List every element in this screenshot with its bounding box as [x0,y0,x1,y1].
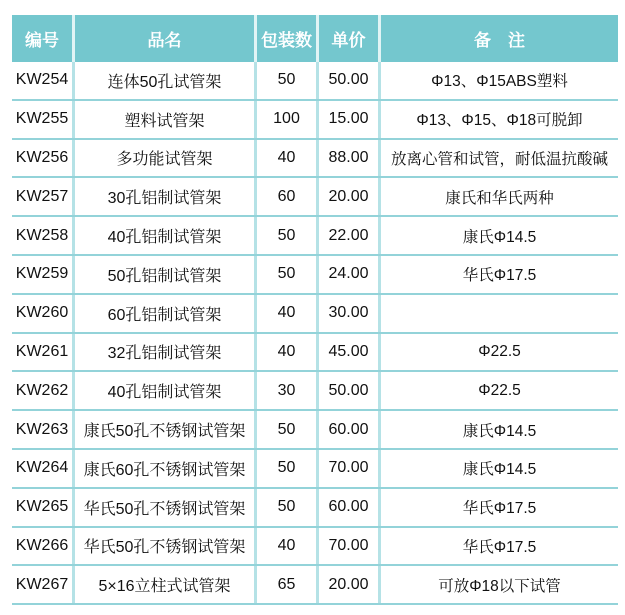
cell-qty: 50 [257,62,319,99]
cell-code: KW257 [12,178,75,215]
header-cell-note: 备 注 [381,15,618,62]
cell-note: Φ22.5 [478,342,521,360]
cell-code: KW258 [12,217,75,254]
table-row [12,528,618,567]
cell-name: 60孔铝制试管架 [75,295,257,332]
cell-qty: 50 [257,217,319,254]
cell-code: KW264 [12,450,75,487]
table-body [12,62,618,605]
cell-code: KW256 [12,140,75,177]
table-row [12,101,618,140]
header-cell-code: 编号 [12,15,75,62]
table-row [12,295,618,334]
table-row [12,217,618,256]
table-header-row [12,15,618,62]
cell-name: 40孔铝制试管架 [75,217,257,254]
cell-code: KW255 [12,101,75,138]
cell-code: KW259 [12,256,75,293]
cell-code: KW263 [12,411,75,448]
table-row [12,411,618,450]
table-row [12,62,618,101]
cell-qty: 40 [257,334,319,371]
cell-qty: 65 [257,566,319,603]
cell-name: 5×16立柱式试管架 [75,566,257,603]
cell-price: 70.00 [319,528,381,565]
table-row [12,489,618,528]
cell-code: KW267 [12,566,75,603]
table-row [12,372,618,411]
cell-name: 50孔铝制试管架 [75,256,257,293]
cell-qty: 50 [257,489,319,526]
cell-code: KW260 [12,295,75,332]
table-row [12,256,618,295]
cell-name: 30孔铝制试管架 [75,178,257,215]
cell-note: 康氏和华氏两种 [445,189,554,207]
cell-note: 华氏Φ17.5 [462,267,537,285]
cell-note: Φ13、Φ15ABS塑料 [431,73,568,91]
cell-price: 60.00 [319,489,381,526]
cell-price: 15.00 [319,101,381,138]
cell-code: KW254 [12,62,75,99]
cell-note: 康氏Φ14.5 [462,461,537,479]
cell-qty: 40 [257,295,319,332]
product-price-table [12,15,618,605]
cell-note: Φ13、Φ15、Φ18可脱卸 [416,112,583,130]
cell-qty: 50 [257,256,319,293]
cell-price: 30.00 [319,295,381,332]
cell-price: 20.00 [319,566,381,603]
cell-name: 多功能试管架 [75,140,257,177]
cell-note: 华氏Φ17.5 [462,500,537,518]
cell-note: 康氏Φ14.5 [462,422,537,440]
cell-name: 32孔铝制试管架 [75,334,257,371]
header-cell-price: 单价 [319,15,381,62]
cell-name: 40孔铝制试管架 [75,372,257,409]
cell-qty: 40 [257,528,319,565]
table-row [12,450,618,489]
cell-price: 22.00 [319,217,381,254]
table-row [12,178,618,217]
cell-note: 康氏Φ14.5 [462,228,537,246]
cell-code: KW266 [12,528,75,565]
cell-name: 华氏50孔不锈钢试管架 [75,528,257,565]
cell-price: 70.00 [319,450,381,487]
cell-qty: 50 [257,450,319,487]
cell-qty: 100 [257,101,319,138]
cell-note [381,295,618,332]
cell-name: 塑料试管架 [75,101,257,138]
cell-price: 88.00 [319,140,381,177]
cell-code: KW261 [12,334,75,371]
cell-qty: 60 [257,178,319,215]
cell-note: 可放Φ18以下试管 [438,577,561,595]
cell-name: 康氏50孔不锈钢试管架 [75,411,257,448]
cell-price: 50.00 [319,372,381,409]
cell-name: 连体50孔试管架 [75,62,257,99]
table-row [12,140,618,179]
cell-name: 康氏60孔不锈钢试管架 [75,450,257,487]
cell-qty: 50 [257,411,319,448]
cell-code: KW265 [12,489,75,526]
cell-price: 60.00 [319,411,381,448]
cell-note: Φ22.5 [478,381,521,399]
cell-code: KW262 [12,372,75,409]
cell-qty: 40 [257,140,319,177]
cell-price: 45.00 [319,334,381,371]
cell-qty: 30 [257,372,319,409]
table-row [12,566,618,605]
cell-price: 20.00 [319,178,381,215]
cell-name: 华氏50孔不锈钢试管架 [75,489,257,526]
header-cell-qty: 包装数 [257,15,319,62]
table-row [12,334,618,373]
cell-note: 华氏Φ17.5 [462,538,537,556]
cell-price: 24.00 [319,256,381,293]
header-cell-name: 品名 [75,15,257,62]
cell-price: 50.00 [319,62,381,99]
cell-note: 放离心管和试管，耐低温抗酸碱 [390,150,608,168]
